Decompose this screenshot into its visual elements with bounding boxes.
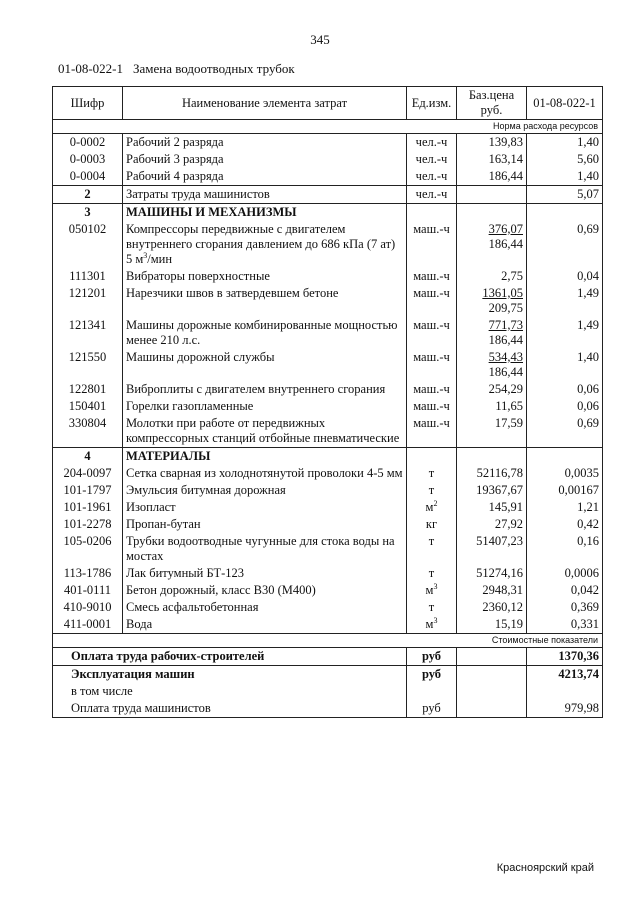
- row-price: 2360,12: [457, 599, 527, 616]
- header-unit: Ед.изм.: [407, 87, 457, 120]
- row-name: Бетон дорожный, класс В30 (М400): [123, 582, 407, 599]
- section-code: 3: [53, 203, 123, 221]
- row-code: 411-0001: [53, 616, 123, 634]
- table-row: [53, 317, 603, 349]
- summary-value: 979,98: [527, 700, 603, 718]
- row-norm: 0,331: [527, 616, 603, 634]
- row-price: 254,29: [457, 381, 527, 398]
- section-title: МАШИНЫ И МЕХАНИЗМЫ: [123, 203, 407, 221]
- row-unit: чел.-ч: [407, 133, 457, 151]
- row-unit: маш.-ч: [407, 221, 457, 268]
- header-price-line2: руб.: [480, 103, 503, 117]
- row-price: 15,19: [457, 616, 527, 634]
- table-row: [53, 499, 603, 516]
- summary-row: [53, 665, 603, 683]
- row-norm: 0,369: [527, 599, 603, 616]
- row-unit: маш.-ч: [407, 317, 457, 349]
- row-name: Виброплиты с двигателем внутреннего сгорания: [123, 381, 407, 398]
- summary-name: Эксплуатация машин: [53, 665, 407, 683]
- row-name: Машины дорожной службы: [123, 349, 407, 381]
- row-code: 121341: [53, 317, 123, 349]
- row-norm: 0,00167: [527, 482, 603, 499]
- row-price: 19367,67: [457, 482, 527, 499]
- table-row: [53, 133, 603, 151]
- row-price: [457, 185, 527, 203]
- row-price: 534,43 186,44: [457, 349, 527, 381]
- row-norm: 0,042: [527, 582, 603, 599]
- row-code: 105-0206: [53, 533, 123, 565]
- row-code: 330804: [53, 415, 123, 448]
- table-row: [53, 285, 603, 317]
- table-row: [53, 268, 603, 285]
- row-unit: $м^2$: [407, 499, 457, 516]
- row-code: 0-0002: [53, 133, 123, 151]
- summary-value: 1370,36: [527, 647, 603, 665]
- document-heading: [58, 61, 295, 77]
- row-unit: маш.-ч: [407, 398, 457, 415]
- row-price: 11,65: [457, 398, 527, 415]
- row-unit: чел.-ч: [407, 185, 457, 203]
- table-row: [53, 398, 603, 415]
- row-price: 2,75: [457, 268, 527, 285]
- row-code: 101-2278: [53, 516, 123, 533]
- page-number: 345: [310, 32, 330, 47]
- row-name: Смесь асфальтобетонная: [123, 599, 407, 616]
- row-name: Трубки водоотводные чугунные для стока воды на мостах: [123, 533, 407, 565]
- row-name: Молотки при работе от передвижных компрессорных станций отбойные пневматические: [123, 415, 407, 448]
- table-row: [53, 516, 603, 533]
- row-unit: маш.-ч: [407, 285, 457, 317]
- summary-unit: руб: [407, 665, 457, 683]
- row-norm: 0,0035: [527, 465, 603, 482]
- summary-name: в том числе: [53, 683, 407, 700]
- row-name: Сетка сварная из холоднотянутой проволоки 4-5 мм: [123, 465, 407, 482]
- row-norm: 1,40: [527, 133, 603, 151]
- row-code: 122801: [53, 381, 123, 398]
- row-price: 163,14: [457, 151, 527, 168]
- cost-subheader-row: [53, 633, 603, 647]
- row-norm: 5,07: [527, 185, 603, 203]
- row-norm: 0,06: [527, 381, 603, 398]
- row-norm: 0,16: [527, 533, 603, 565]
- row-code: 150401: [53, 398, 123, 415]
- header-price: [457, 87, 527, 120]
- row-name: Компрессоры передвижные с двигателем внутреннего сгорания давлением до 686 кПа (7 ат) 5 $м^3$/мин: [123, 221, 407, 268]
- row-price: 376,07 186,44: [457, 221, 527, 268]
- row-name: Лак битумный БТ-123: [123, 565, 407, 582]
- row-norm: 0,06: [527, 398, 603, 415]
- row-code: 101-1797: [53, 482, 123, 499]
- row-price: 145,91: [457, 499, 527, 516]
- row-price: 51407,23: [457, 533, 527, 565]
- row-price: 51274,16: [457, 565, 527, 582]
- table-row: [53, 533, 603, 565]
- row-norm: 0,69: [527, 415, 603, 448]
- row-price: 139,83: [457, 133, 527, 151]
- row-code: 101-1961: [53, 499, 123, 516]
- row-price: 2948,31: [457, 582, 527, 599]
- header-norm: 01-08-022-1: [527, 87, 603, 120]
- resource-norms-table: [52, 86, 603, 718]
- summary-value: 4213,74: [527, 665, 603, 683]
- table-row: [53, 381, 603, 398]
- table-row: [53, 599, 603, 616]
- section-code: 4: [53, 447, 123, 465]
- row-price: 17,59: [457, 415, 527, 448]
- document-title: Замена водоотводных трубок: [133, 61, 295, 76]
- table-row: [53, 168, 603, 186]
- table-row: [53, 465, 603, 482]
- row-unit: маш.-ч: [407, 349, 457, 381]
- row-price: 27,92: [457, 516, 527, 533]
- row-norm: 0,42: [527, 516, 603, 533]
- row-norm: 0,0006: [527, 565, 603, 582]
- summary-row: [53, 683, 603, 700]
- table-row: [53, 221, 603, 268]
- row-norm: 1,49: [527, 317, 603, 349]
- row-norm: 1,49: [527, 285, 603, 317]
- row-name: Вибраторы поверхностные: [123, 268, 407, 285]
- row-code: 050102: [53, 221, 123, 268]
- summary-unit: руб: [407, 700, 457, 718]
- header-name: Наименование элемента затрат: [123, 87, 407, 120]
- row-code: 0-0003: [53, 151, 123, 168]
- row-unit: т: [407, 565, 457, 582]
- row-unit: чел.-ч: [407, 168, 457, 186]
- row-unit: маш.-ч: [407, 268, 457, 285]
- row-unit: т: [407, 482, 457, 499]
- table-row: [53, 349, 603, 381]
- row-unit: чел.-ч: [407, 151, 457, 168]
- row-name: Пропан-бутан: [123, 516, 407, 533]
- table-row: [53, 415, 603, 448]
- row-norm: 0,69: [527, 221, 603, 268]
- row-price: 1361,05 209,75: [457, 285, 527, 317]
- table-row: [53, 616, 603, 634]
- summary-row: [53, 700, 603, 718]
- cost-label: Стоимостные показатели: [53, 633, 603, 647]
- row-name: Затраты труда машинистов: [123, 185, 407, 203]
- row-unit: маш.-ч: [407, 381, 457, 398]
- summary-name: Оплата труда рабочих-строителей: [53, 647, 407, 665]
- header-code: Шифр: [53, 87, 123, 120]
- row-unit: т: [407, 599, 457, 616]
- document-code: 01-08-022-1: [58, 61, 123, 76]
- row-name: Вода: [123, 616, 407, 634]
- table-row: [53, 482, 603, 499]
- table-row: [53, 582, 603, 599]
- norm-subheader-row: [53, 120, 603, 134]
- section-row-machines: [53, 203, 603, 221]
- row-code: 410-9010: [53, 599, 123, 616]
- section-row-machinist-labor: [53, 185, 603, 203]
- header-price-line1: Баз.цена: [468, 88, 515, 102]
- row-code: 204-0097: [53, 465, 123, 482]
- section-title: МАТЕРИАЛЫ: [123, 447, 407, 465]
- row-code: 2: [53, 185, 123, 203]
- row-norm: 1,40: [527, 349, 603, 381]
- row-code: 121550: [53, 349, 123, 381]
- row-unit: кг: [407, 516, 457, 533]
- row-price: 186,44: [457, 168, 527, 186]
- row-name: Эмульсия битумная дорожная: [123, 482, 407, 499]
- row-price: 52116,78: [457, 465, 527, 482]
- summary-row: [53, 647, 603, 665]
- row-unit: т: [407, 533, 457, 565]
- row-name: Рабочий 4 разряда: [123, 168, 407, 186]
- section-row-materials: [53, 447, 603, 465]
- table-row: [53, 151, 603, 168]
- row-unit: $м^3$: [407, 616, 457, 634]
- region-footer: Красноярский край: [496, 862, 594, 874]
- row-code: 0-0004: [53, 168, 123, 186]
- summary-name: Оплата труда машинистов: [53, 700, 407, 718]
- row-name: Нарезчики швов в затвердевшем бетоне: [123, 285, 407, 317]
- table-header-row: [53, 87, 603, 120]
- row-name: Рабочий 2 разряда: [123, 133, 407, 151]
- row-name: Изопласт: [123, 499, 407, 516]
- row-norm: 1,40: [527, 168, 603, 186]
- summary-unit: руб: [407, 647, 457, 665]
- row-code: 121201: [53, 285, 123, 317]
- row-unit: т: [407, 465, 457, 482]
- row-norm: 5,60: [527, 151, 603, 168]
- row-name: Машины дорожные комбинированные мощностью менее 210 л.с.: [123, 317, 407, 349]
- row-norm: 0,04: [527, 268, 603, 285]
- row-unit: $м^3$: [407, 582, 457, 599]
- row-code: 111301: [53, 268, 123, 285]
- table-row: [53, 565, 603, 582]
- norm-label: Норма расхода ресурсов: [53, 120, 603, 134]
- row-name: Горелки газопламенные: [123, 398, 407, 415]
- row-name: Рабочий 3 разряда: [123, 151, 407, 168]
- row-code: 401-0111: [53, 582, 123, 599]
- row-code: 113-1786: [53, 565, 123, 582]
- row-norm: 1,21: [527, 499, 603, 516]
- row-unit: маш.-ч: [407, 415, 457, 448]
- row-price: 771,73 186,44: [457, 317, 527, 349]
